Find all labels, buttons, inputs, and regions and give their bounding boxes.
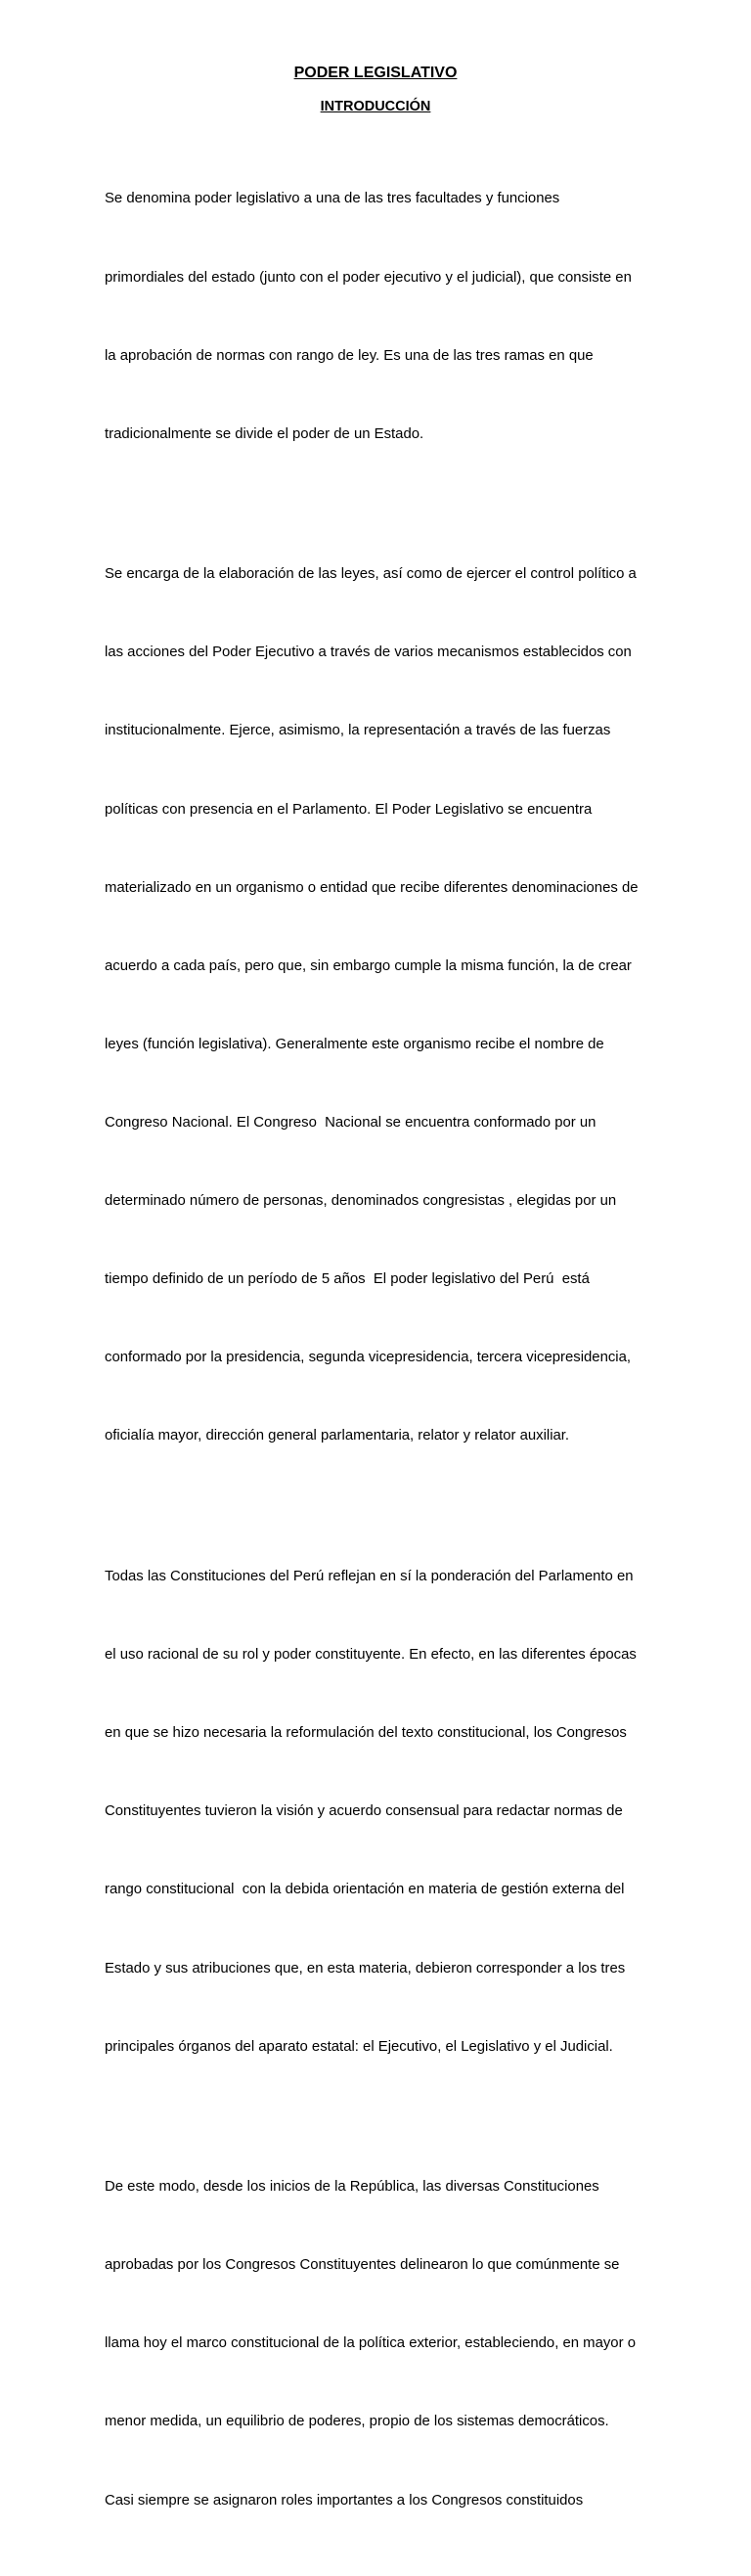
text-line: las acciones del Poder Ejecutivo a través de varios mecanismos establecidos con — [105, 644, 632, 661]
text-line: Congreso Nacional. El Congreso Nacional se encuentra conformado por un — [105, 1115, 596, 1132]
document-body — [105, 134, 667, 2576]
section-heading: INTRODUCCIÓN — [320, 99, 431, 114]
text-line: oficialía mayor, dirección general parlamentaria, relator y relator auxiliar. — [105, 1428, 570, 1444]
text-line: acuerdo a cada país, pero que, sin embargo cumple la misma función, la de crear — [105, 957, 632, 974]
paragraph-4 — [105, 2122, 667, 2566]
paragraph-1 — [105, 134, 667, 500]
text-line: rango constitucional con la debida orientación en materia de gestión externa del — [105, 1882, 625, 1898]
text-line: políticas con presencia en el Parlamento. El Poder Legislativo se encuentra — [105, 801, 593, 818]
text-line: menor medida, un equilibrio de poderes, propio de los sistemas democráticos. — [105, 2414, 609, 2430]
text-line: primordiales del estado (junto con el poder ejecutivo y el judicial), que consiste en — [105, 269, 632, 286]
text-line: institucionalmente. Ejerce, asimismo, la representación a través de las fuerzas — [105, 723, 611, 739]
text-line: el uso racional de su rol y poder constituyente. En efecto, en las diferentes épocas — [105, 1647, 637, 1664]
text-line: en que se hizo necesaria la reformulación del texto constitucional, los Congresos — [105, 1725, 627, 1742]
text-line: Todas las Constituciones del Perú reflejan en sí la ponderación del Parlamento en — [105, 1568, 634, 1584]
text-line: la aprobación de normas con rango de ley. Es una de las tres ramas en que — [105, 347, 594, 364]
text-line: Constituyentes tuvieron la visión y acuerdo consensual para redactar normas de — [105, 1803, 623, 1820]
paragraph-2 — [105, 510, 667, 1502]
text-line: materializado en un organismo o entidad que recibe diferentes denominaciones de — [105, 879, 639, 896]
text-line: tiempo definido de un período de 5 años El poder legislativo del Perú está — [105, 1271, 590, 1288]
text-line: determinado número de personas, denominados congresistas , elegidas por un — [105, 1193, 617, 1210]
text-line: Casi siempre se asignaron roles importantes a los Congresos constituidos — [105, 2492, 584, 2509]
paragraph-3 — [105, 1512, 667, 2112]
text-line: tradicionalmente se divide el poder de un Estado. — [105, 425, 424, 442]
text-line: Se encarga de la elaboración de las leyes, así como de ejercer el control político a — [105, 566, 637, 583]
text-line: aprobadas por los Congresos Constituyentes delinearon lo que comúnmente se — [105, 2257, 620, 2274]
text-line: Estado y sus atribuciones que, en esta materia, debieron corresponder a los tres — [105, 1960, 626, 1976]
text-line: De este modo, desde los inicios de la República, las diversas Constituciones — [105, 2179, 599, 2196]
text-line: Se denomina poder legislativo a una de las tres facultades y funciones — [105, 191, 560, 207]
document-title: PODER LEGISLATIVO — [293, 65, 458, 81]
text-line: conformado por la presidencia, segunda vicepresidencia, tercera vicepresidencia, — [105, 1350, 632, 1366]
text-line: leyes (función legislativa). Generalmente este organismo recibe el nombre de — [105, 1036, 604, 1052]
text-line: llama hoy el marco constitucional de la política exterior, estableciendo, en mayor o — [105, 2335, 636, 2352]
text-line: principales órganos del aparato estatal: el Ejecutivo, el Legislativo y el Judicial. — [105, 2038, 613, 2055]
